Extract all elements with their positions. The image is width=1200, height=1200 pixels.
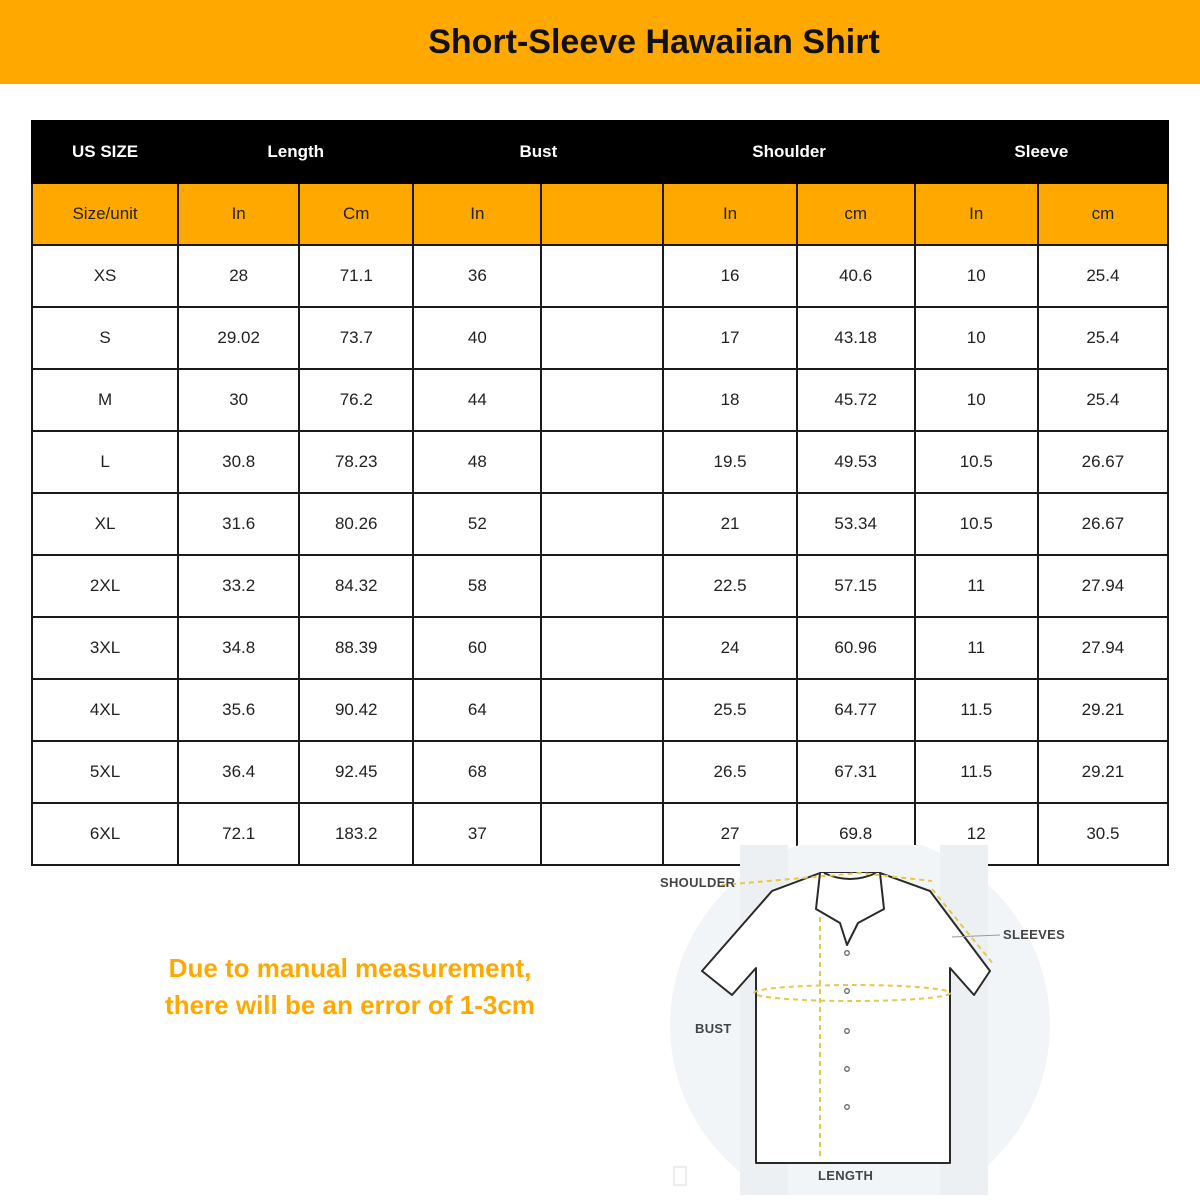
measurement-cell: 17 — [663, 307, 796, 369]
size-cell: 2XL — [32, 555, 178, 617]
unit-cell: In — [915, 183, 1038, 245]
measurement-cell: 30.8 — [178, 431, 299, 493]
measurement-cell: 64.77 — [797, 679, 915, 741]
unit-cell: In — [413, 183, 541, 245]
measurement-cell: 90.42 — [299, 679, 413, 741]
table-row — [32, 307, 1168, 369]
measurement-cell: 183.2 — [299, 803, 413, 865]
size-cell: M — [32, 369, 178, 431]
measurement-cell: 18 — [663, 369, 796, 431]
size-cell: 6XL — [32, 803, 178, 865]
measurement-cell: 21 — [663, 493, 796, 555]
measurement-cell — [541, 493, 663, 555]
measurement-cell: 88.39 — [299, 617, 413, 679]
measurement-cell — [541, 431, 663, 493]
measurement-cell: 27 — [663, 803, 796, 865]
measurement-cell: 52 — [413, 493, 541, 555]
size-cell: 4XL — [32, 679, 178, 741]
measurement-cell: 11.5 — [915, 741, 1038, 803]
measurement-cell: 27.94 — [1038, 617, 1168, 679]
measurement-cell: 26.67 — [1038, 431, 1168, 493]
measurement-cell: 22.5 — [663, 555, 796, 617]
measurement-cell: 57.15 — [797, 555, 915, 617]
table-row — [32, 245, 1168, 307]
size-cell: 3XL — [32, 617, 178, 679]
measurement-cell: 44 — [413, 369, 541, 431]
measurement-cell: 68 — [413, 741, 541, 803]
measurement-cell: 72.1 — [178, 803, 299, 865]
diagram-small-mark — [674, 1167, 686, 1185]
sleeves-label: SLEEVES — [1003, 927, 1066, 942]
size-cell: L — [32, 431, 178, 493]
measurement-cell: 53.34 — [797, 493, 915, 555]
group-header-row — [32, 121, 1168, 183]
measurement-cell — [541, 369, 663, 431]
measurement-cell: 25.4 — [1038, 245, 1168, 307]
measurement-cell: 76.2 — [299, 369, 413, 431]
unit-cell: cm — [797, 183, 915, 245]
shirt-diagram-svg — [640, 845, 1080, 1195]
measurement-cell: 45.72 — [797, 369, 915, 431]
measurement-cell: 34.8 — [178, 617, 299, 679]
measurement-cell — [541, 679, 663, 741]
table-row — [32, 431, 1168, 493]
measurement-cell: 67.31 — [797, 741, 915, 803]
page-title: Short-Sleeve Hawaiian Shirt — [428, 23, 880, 61]
shoulder-label: SHOULDER — [660, 875, 736, 890]
measurement-cell: 10.5 — [915, 431, 1038, 493]
unit-cell — [541, 183, 663, 245]
size-cell: 5XL — [32, 741, 178, 803]
bust-label: BUST — [695, 1021, 732, 1036]
measurement-cell: 25.5 — [663, 679, 796, 741]
table-row — [32, 493, 1168, 555]
header-length: Length — [178, 121, 413, 183]
measurement-cell — [541, 741, 663, 803]
size-cell: S — [32, 307, 178, 369]
header-banner — [0, 0, 1200, 84]
measurement-cell: 40 — [413, 307, 541, 369]
shirt-measurement-diagram — [640, 845, 1080, 1195]
measurement-cell: 26.67 — [1038, 493, 1168, 555]
measurement-cell: 10 — [915, 369, 1038, 431]
unit-cell: In — [663, 183, 796, 245]
measurement-cell: 30 — [178, 369, 299, 431]
note-line-2: there will be an error of 1-3cm — [165, 990, 535, 1020]
length-label: LENGTH — [818, 1168, 874, 1183]
unit-cell: cm — [1038, 183, 1168, 245]
measurement-cell: 58 — [413, 555, 541, 617]
table-row — [32, 679, 1168, 741]
table-row — [32, 369, 1168, 431]
measurement-cell: 60 — [413, 617, 541, 679]
measurement-cell: 71.1 — [299, 245, 413, 307]
measurement-cell: 24 — [663, 617, 796, 679]
unit-cell: In — [178, 183, 299, 245]
measurement-cell: 30.5 — [1038, 803, 1168, 865]
measurement-cell: 92.45 — [299, 741, 413, 803]
measurement-cell: 48 — [413, 431, 541, 493]
measurement-cell: 26.5 — [663, 741, 796, 803]
unit-cell: Cm — [299, 183, 413, 245]
measurement-cell: 29.21 — [1038, 679, 1168, 741]
measurement-cell: 29.02 — [178, 307, 299, 369]
measurement-cell: 31.6 — [178, 493, 299, 555]
measurement-cell: 40.6 — [797, 245, 915, 307]
measurement-cell — [541, 245, 663, 307]
table-row — [32, 741, 1168, 803]
measurement-cell: 10.5 — [915, 493, 1038, 555]
measurement-cell: 35.6 — [178, 679, 299, 741]
measurement-cell: 64 — [413, 679, 541, 741]
measurement-cell: 33.2 — [178, 555, 299, 617]
measurement-cell: 73.7 — [299, 307, 413, 369]
measurement-cell: 27.94 — [1038, 555, 1168, 617]
measurement-cell: 16 — [663, 245, 796, 307]
measurement-cell: 19.5 — [663, 431, 796, 493]
unit-row — [32, 183, 1168, 245]
measurement-cell: 12 — [915, 803, 1038, 865]
note-line-1: Due to manual measurement, — [168, 953, 532, 983]
unit-cell: Size/unit — [32, 183, 178, 245]
measurement-cell: 11 — [915, 555, 1038, 617]
measurement-cell: 78.23 — [299, 431, 413, 493]
measurement-note — [100, 950, 600, 1024]
measurement-cell: 36.4 — [178, 741, 299, 803]
table-row — [32, 555, 1168, 617]
measurement-cell — [541, 617, 663, 679]
size-cell: XL — [32, 493, 178, 555]
measurement-cell: 84.32 — [299, 555, 413, 617]
measurement-cell: 43.18 — [797, 307, 915, 369]
measurement-cell: 11 — [915, 617, 1038, 679]
header-shoulder: Shoulder — [663, 121, 914, 183]
measurement-cell: 60.96 — [797, 617, 915, 679]
measurement-cell: 25.4 — [1038, 307, 1168, 369]
measurement-cell — [541, 555, 663, 617]
measurement-cell: 10 — [915, 245, 1038, 307]
measurement-cell — [541, 307, 663, 369]
measurement-cell: 29.21 — [1038, 741, 1168, 803]
measurement-cell: 80.26 — [299, 493, 413, 555]
measurement-cell: 10 — [915, 307, 1038, 369]
measurement-cell: 28 — [178, 245, 299, 307]
header-us-size: US SIZE — [32, 121, 178, 183]
size-cell: XS — [32, 245, 178, 307]
measurement-cell: 11.5 — [915, 679, 1038, 741]
header-sleeve: Sleeve — [915, 121, 1168, 183]
measurement-cell: 49.53 — [797, 431, 915, 493]
measurement-cell: 36 — [413, 245, 541, 307]
table-row — [32, 617, 1168, 679]
header-bust: Bust — [413, 121, 663, 183]
measurement-cell: 37 — [413, 803, 541, 865]
measurement-cell: 25.4 — [1038, 369, 1168, 431]
measurement-cell: 69.8 — [797, 803, 915, 865]
size-chart-table — [31, 120, 1169, 866]
